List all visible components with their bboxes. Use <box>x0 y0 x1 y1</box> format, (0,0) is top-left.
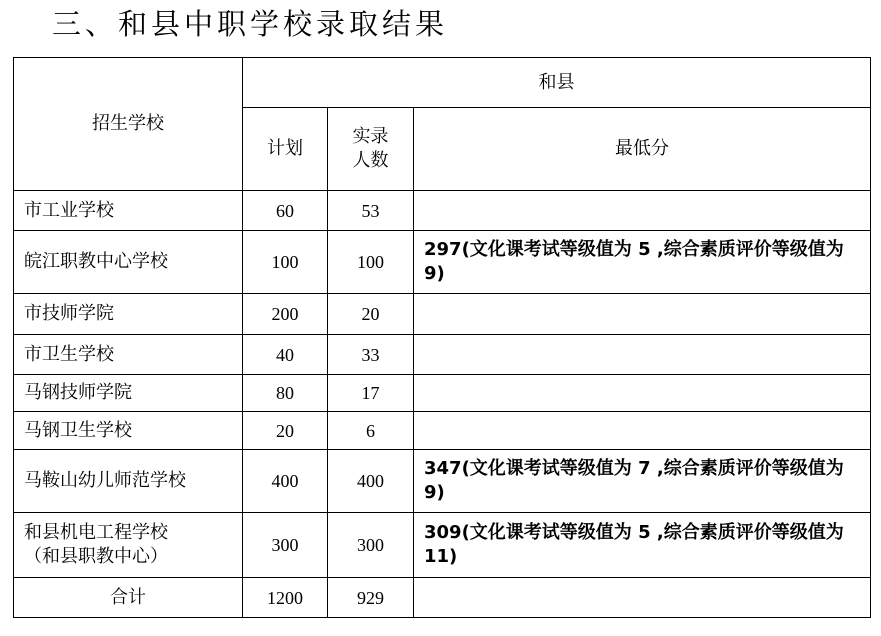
actual-value: 20 <box>328 294 414 335</box>
page-title: 三、和县中职学校录取结果 <box>52 7 449 41</box>
plan-value: 100 <box>243 231 328 294</box>
table-row <box>14 231 871 294</box>
actual-column-header <box>328 108 414 191</box>
school-name: 马鞍山幼儿师范学校 <box>14 450 243 513</box>
plan-value: 40 <box>243 335 328 375</box>
min-score-value: 297(文化课考试等级值为 5 ,综合素质评价等级值为 9) <box>414 231 871 294</box>
school-name-line1: 和县机电工程学校 <box>24 522 168 543</box>
region-header: 和县 <box>243 58 871 108</box>
total-actual-value: 929 <box>328 578 414 618</box>
actual-value: 17 <box>328 375 414 412</box>
total-label: 合计 <box>14 578 243 618</box>
min-score-value: 309(文化课考试等级值为 5 ,综合素质评价等级值为 11) <box>414 513 871 578</box>
table-row <box>14 294 871 335</box>
school-name: 市卫生学校 <box>14 335 243 375</box>
plan-value: 200 <box>243 294 328 335</box>
school-column-header: 招生学校 <box>14 58 243 191</box>
min-score-column-header: 最低分 <box>414 108 871 191</box>
actual-value: 400 <box>328 450 414 513</box>
plan-value: 400 <box>243 450 328 513</box>
table-row <box>14 450 871 513</box>
actual-header-line2: 人数 <box>352 150 389 171</box>
plan-value: 80 <box>243 375 328 412</box>
table-row <box>14 412 871 450</box>
min-score-value <box>414 191 871 231</box>
school-name: 市技师学院 <box>14 294 243 335</box>
school-name: 市工业学校 <box>14 191 243 231</box>
min-score-value <box>414 412 871 450</box>
actual-value: 300 <box>328 513 414 578</box>
school-name-line2: （和县职教中心） <box>24 546 168 567</box>
total-plan-value: 1200 <box>243 578 328 618</box>
admission-results-table <box>13 57 871 618</box>
min-score-value: 347(文化课考试等级值为 7 ,综合素质评价等级值为 9) <box>414 450 871 513</box>
table-row <box>14 335 871 375</box>
actual-header-line1: 实录 <box>352 126 389 147</box>
school-name: 马钢技师学院 <box>14 375 243 412</box>
total-row <box>14 578 871 618</box>
actual-value: 33 <box>328 335 414 375</box>
min-score-value <box>414 294 871 335</box>
actual-value: 53 <box>328 191 414 231</box>
min-score-value <box>414 375 871 412</box>
actual-value: 100 <box>328 231 414 294</box>
table-row <box>14 375 871 412</box>
plan-value: 20 <box>243 412 328 450</box>
table-row <box>14 191 871 231</box>
school-name <box>14 513 243 578</box>
actual-value: 6 <box>328 412 414 450</box>
total-min-score-value <box>414 578 871 618</box>
plan-column-header: 计划 <box>243 108 328 191</box>
table-row <box>14 513 871 578</box>
plan-value: 60 <box>243 191 328 231</box>
min-score-value <box>414 335 871 375</box>
header-row-1 <box>14 58 871 108</box>
plan-value: 300 <box>243 513 328 578</box>
school-name: 马钢卫生学校 <box>14 412 243 450</box>
school-name: 皖江职教中心学校 <box>14 231 243 294</box>
